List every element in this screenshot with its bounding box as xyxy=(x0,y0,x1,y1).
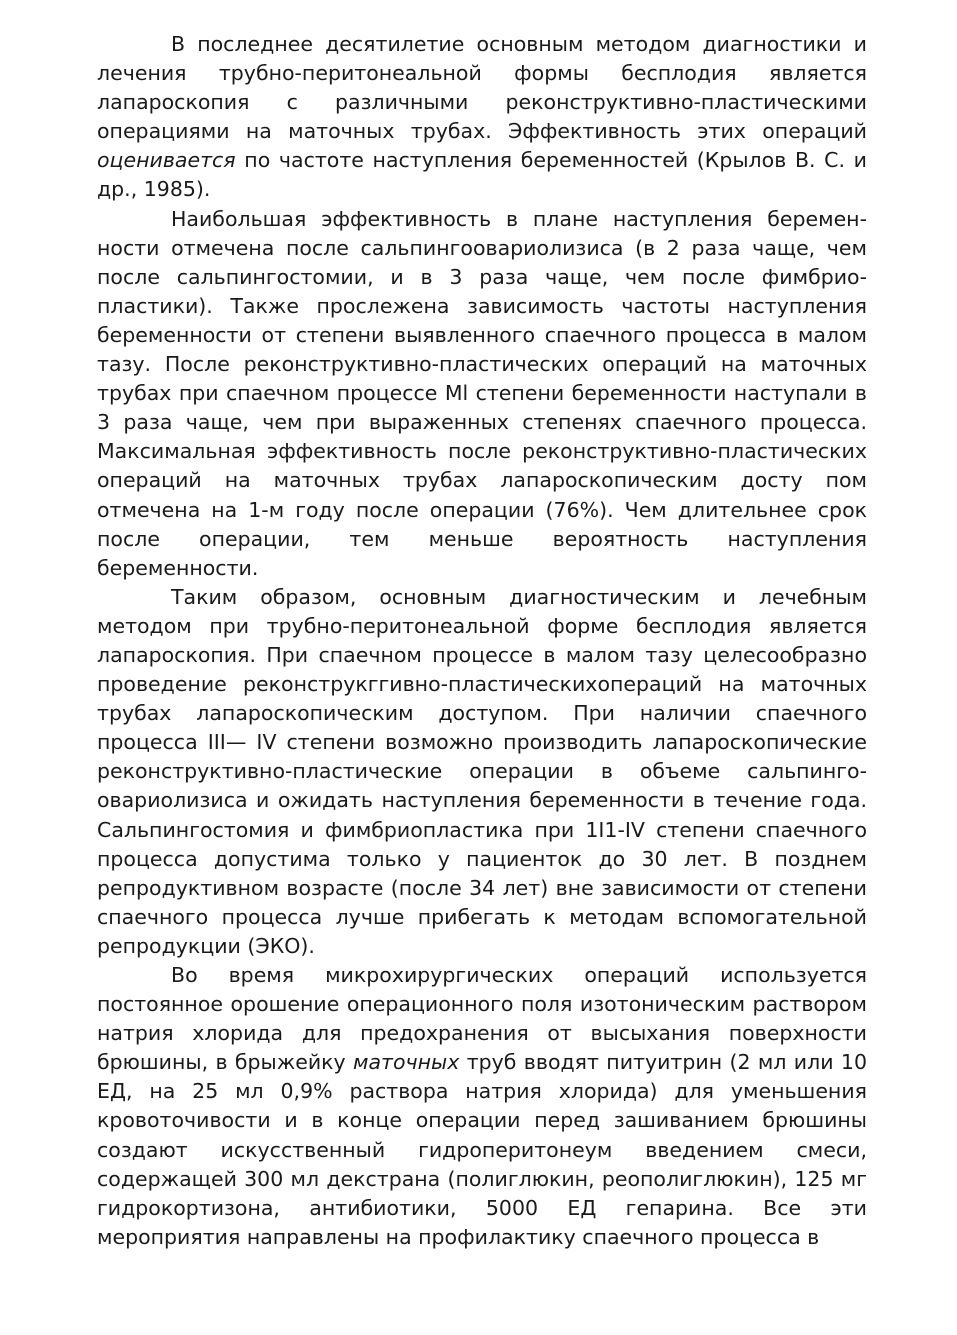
paragraph-4-text-1: Во время микрохирургических операций используется постоянное орошение операционного поля изотоническим раствором натрия хлорида для предохранения от высыхания поверхности брюшины, в брыжейку xyxy=(97,963,867,1075)
paragraph-2 xyxy=(97,205,867,583)
emphasis-ocenivaetsya: оценивается xyxy=(97,148,236,173)
paragraph-2-text: Наибольшая эффективность в плане наступления беременности отмечена после сальпингоовариолизиса (в 2 раза чаще, чем после сальпингостомии, и в 3 раза чаще, чем после фимбриопластики). Также прослежена зависимость частоты наступления беременности от степени выявленного спаечного процесса в малом тазу. После реконструктивно-пластических операций на маточных трубах при спаечном процессе Ml степени беременности наступали в 3 раза чаще, чем при выраженных степенях спаечного процесса. Максимальная эффективность после реконструктивно-пластических операций на маточных трубах лапароскопическим досту пом отмечена на 1-м году после операции (76%). Чем длительнее срок после операции, тем меньше вероятность наступления беременности. xyxy=(97,206,867,580)
paragraph-1-text-2: по частоте наступления беременностей (Крылов В. С. и др., 1985). xyxy=(97,148,867,202)
emphasis-matochnyh: маточных xyxy=(353,1050,460,1075)
paragraph-3-text: Таким образом, основным диагностическим и лечебным методом при трубно-перитонеальной форме бесплодия является лапароскопия. При спаечном процессе в малом тазу целесообразно проведение реконструкггивно-пластическихопераций на маточных трубах лапароскопическим доступом. При наличии спаечного процесса III— IV степени возможно производить лапароскопические реконструктивно-пластические операции в объеме сальпингоовариолизиса и ожидать наступления беременности в течение года. Сальпингостомия и фимбриопластика при 1I1-IV степени спаечного процесса допустима только у пациенток до 30 лет. В позднем репродуктивном возрасте (после 34 лет) вне зависимости от степени спаечного процесса лучше прибегать к методам вспомогательной репродукции (ЭКО). xyxy=(97,584,867,958)
paragraph-4-text-2: труб вводят питуитрин (2 мл или 10 ЕД, на 25 мл 0,9% раствора натрия хлорида) для уменьшения кровоточивости и в конце операции перед зашиванием брюшины создают искусственный гидроперитонеум введением смеси, содержащей 300 мл декстрана (полиглюкин, реополиглюкин), 125 мг гидрокортизона, антибиотики, 5000 ЕД гепарина. Все эти мероприятия направлены на профилактику спаечного процесса в xyxy=(97,1050,867,1249)
paragraph-3 xyxy=(97,583,867,961)
paragraph-4 xyxy=(97,961,867,1252)
paragraph-1 xyxy=(97,30,867,205)
paragraph-1-text-1: В последнее десятилетие основным методом диагностики и лечения трубно-перитонеальной формы бесплодия является лапароскопия с различными реконструктивно-пластическими операциями на маточных трубах. Эффективность этих операций xyxy=(97,32,867,144)
body-text xyxy=(97,30,867,1252)
